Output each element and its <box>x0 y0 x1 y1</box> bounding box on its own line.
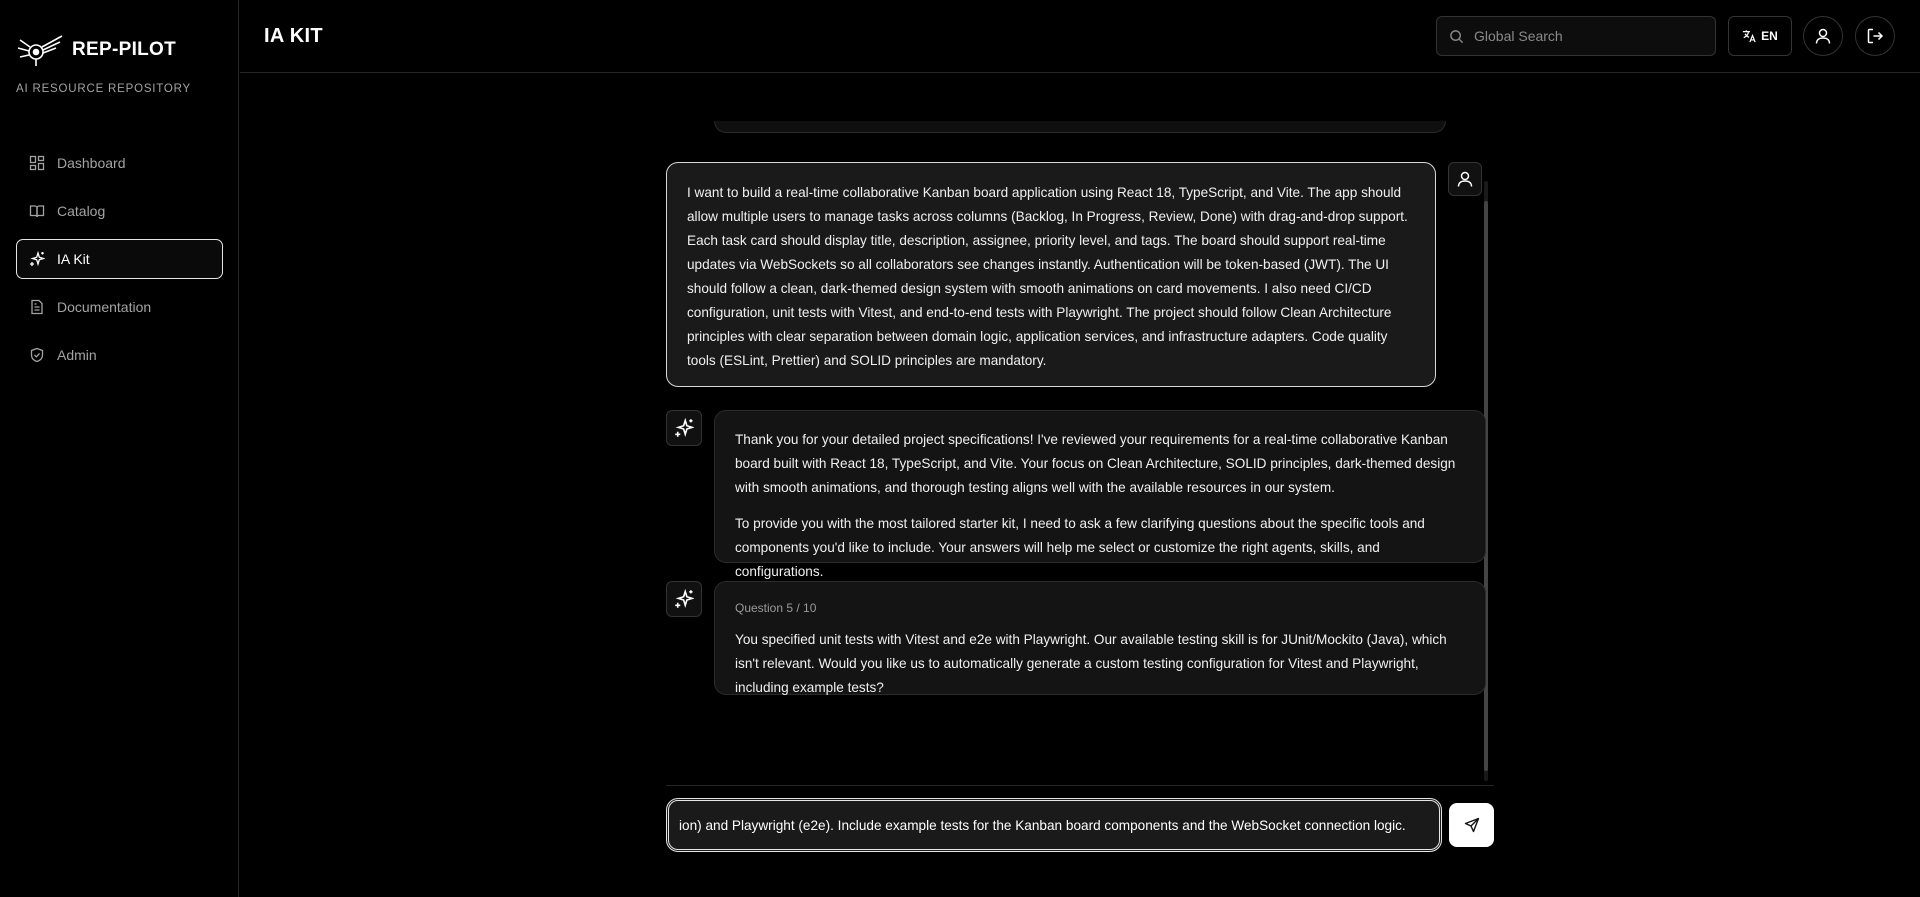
app-name: REP-PILOT <box>72 39 177 60</box>
sparkles-icon <box>674 418 694 438</box>
assistant-avatar <box>666 581 702 617</box>
assistant-message-paragraph: To provide you with the most tailored starter kit, I need to ask a few clarifying questions about the specific tools and components you'd like to include. Your answers will help me select or customize the right agents, skills, and configurations. <box>735 516 1425 579</box>
assistant-message-paragraph: Thank you for your detailed project specifications! I've reviewed your requirements for a real-time collaborative Kanban board built with React 18, TypeScript, and Vite. Your focus on Clean Architecture, SOLID principles, dark-themed design with smooth animations, and thorough testing aligns well with the available resources in our system. <box>735 432 1456 495</box>
question-text: You specified unit tests with Vitest and e2e with Playwright. Our available testing skill is for JUnit/Mockito (Java), which isn't relevant. Would you like us to automatically generate a custom testing configuration for Vitest and Playwright, including example tests? <box>735 632 1447 695</box>
message-input-value[interactable]: ion) and Playwright (e2e). Include example tests for the Kanban board components and the WebSocket connection logic. <box>679 817 1406 833</box>
global-search[interactable] <box>1436 16 1716 56</box>
sidebar-item-label: Dashboard <box>57 155 126 171</box>
winged-logo-icon <box>16 30 64 70</box>
search-icon <box>1449 29 1464 44</box>
composer-divider <box>666 785 1494 786</box>
book-icon <box>29 203 45 219</box>
sidebar-item-catalog[interactable] <box>16 191 223 231</box>
question-counter: Question 5 / 10 <box>735 601 817 615</box>
logout-icon <box>1866 27 1884 45</box>
sidebar-item-label: Documentation <box>57 299 152 315</box>
sidebar <box>0 0 239 897</box>
profile-button[interactable] <box>1803 16 1843 56</box>
sidebar-nav <box>16 143 223 383</box>
app-subtitle: AI RESOURCE REPOSITORY <box>16 83 192 95</box>
top-header <box>240 0 1920 73</box>
translate-icon <box>1742 29 1756 43</box>
assistant-avatar <box>666 410 702 446</box>
sidebar-item-documentation[interactable] <box>16 287 223 327</box>
sidebar-item-label: Catalog <box>57 203 106 219</box>
document-icon <box>29 299 45 315</box>
previous-message-edge <box>714 121 1446 133</box>
chat-thread[interactable] <box>666 73 1494 783</box>
sparkles-icon <box>674 589 694 609</box>
send-icon <box>1464 817 1480 833</box>
sidebar-item-label: IA Kit <box>57 251 90 267</box>
search-input[interactable] <box>1474 28 1694 44</box>
assistant-message <box>714 410 1486 579</box>
language-label: EN <box>1761 29 1778 43</box>
grid-icon <box>29 155 45 171</box>
sidebar-item-dashboard[interactable] <box>16 143 223 183</box>
user-avatar <box>1448 162 1482 196</box>
assistant-question-message <box>714 581 1486 695</box>
language-button[interactable] <box>1728 16 1792 56</box>
sidebar-item-admin[interactable] <box>16 335 223 375</box>
sidebar-item-ia-kit[interactable] <box>16 239 223 279</box>
sparkles-icon <box>29 251 45 267</box>
page-title: IA KIT <box>264 25 323 47</box>
user-icon <box>1814 27 1832 45</box>
shield-icon <box>29 347 45 363</box>
send-button[interactable] <box>1449 803 1494 847</box>
user-icon <box>1456 170 1474 188</box>
sidebar-item-label: Admin <box>57 347 97 363</box>
brand[interactable] <box>16 30 176 70</box>
user-message: I want to build a real-time collaborative Kanban board application using React 18, TypeScript, and Vite. The app should allow multiple users to manage tasks across columns (Backlog, In Progress, Review, Done) with drag-and-drop support. Each task card should display title, description, assignee, priority level, and tags. The board should support real-time updates via WebSockets so all collaborators see changes instantly. Authentication will be token-based (JWT). The UI should follow a clean, dark-themed design system with smooth animations on card movements. I also need CI/CD configuration, unit tests with Vitest, and end-to-end tests with Playwright. The project should follow Clean Architecture principles with clear separation between domain logic, application services, and infrastructure adapters. Code quality tools (ESLint, Prettier) and SOLID principles are mandatory. <box>666 162 1436 387</box>
logout-button[interactable] <box>1855 16 1895 56</box>
message-input[interactable] <box>666 798 1442 852</box>
